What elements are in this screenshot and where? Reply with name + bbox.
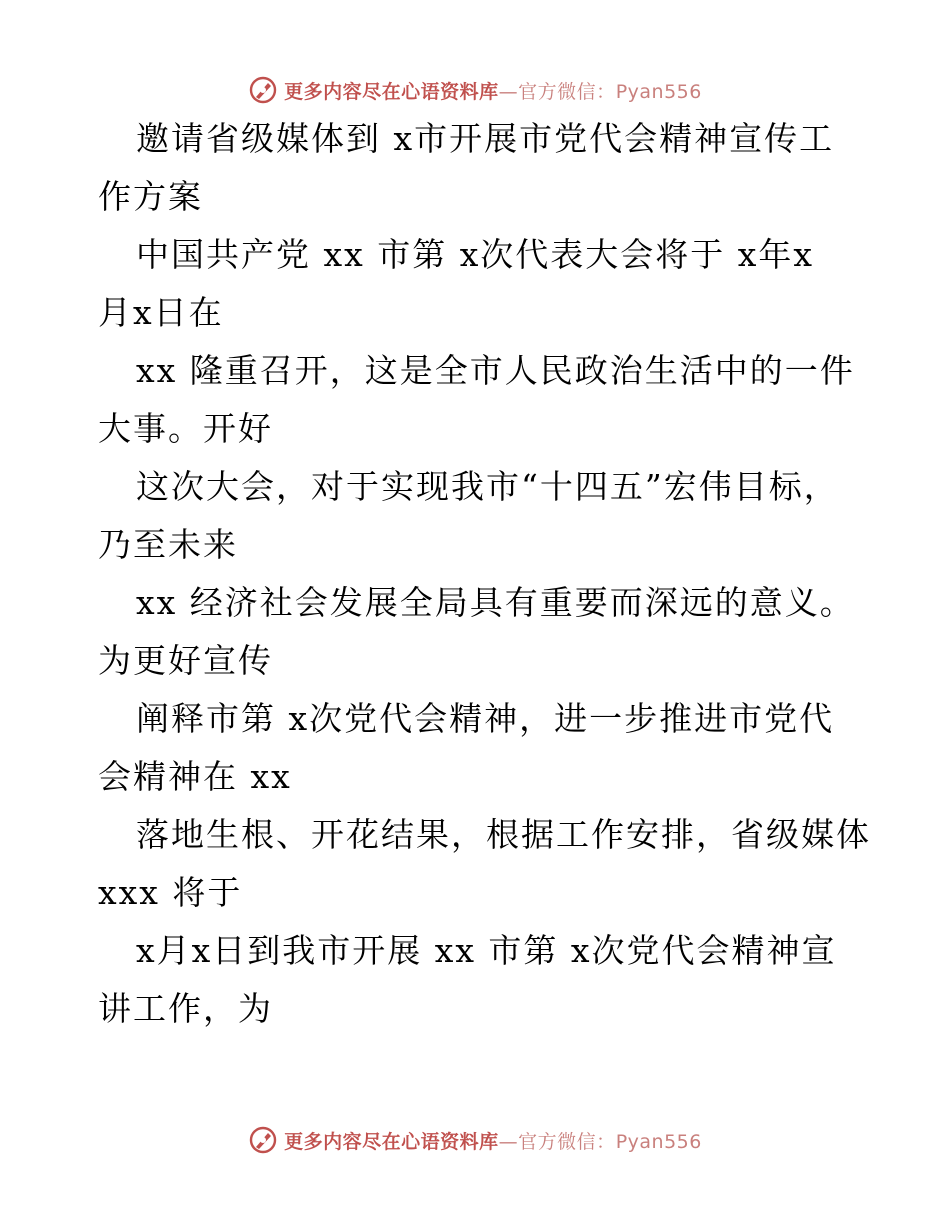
doc-line: 中国共产党 xx 市第 x次代表大会将于 x年x <box>136 235 815 274</box>
doc-line: 讲工作，为 <box>98 989 273 1028</box>
doc-line: 乃至未来 <box>98 525 238 564</box>
pen-circle-logo-icon <box>248 1125 278 1155</box>
doc-line: 大事。开好 <box>98 409 273 448</box>
pen-circle-logo-icon <box>248 75 278 105</box>
document-body <box>98 119 871 1050</box>
doc-line: 这次大会，对于实现我市“十四五”宏伟目标， <box>136 467 839 506</box>
watermark-main-text: 更多内容尽在心语资料库 <box>284 1130 499 1153</box>
doc-line: xx 隆重召开，这是全市人民政治生活中的一件 <box>136 351 855 390</box>
watermark-text <box>284 1127 702 1154</box>
doc-line: 邀请省级媒体到 x市开展市党代会精神宣传工 <box>136 119 835 158</box>
watermark-id-text: Pyan556 <box>615 1130 702 1153</box>
doc-line: 月x日在 <box>98 293 224 332</box>
watermark-separator-text: —官方微信： <box>498 1130 616 1153</box>
doc-line: x月x日到我市开展 xx 市第 x次党代会精神宣 <box>136 931 837 970</box>
header-watermark <box>0 70 950 110</box>
watermark-main-text: 更多内容尽在心语资料库 <box>284 80 499 103</box>
watermark-separator-text: —官方微信： <box>498 80 616 103</box>
footer-watermark <box>0 1120 950 1160</box>
doc-line: 会精神在 xx <box>98 757 292 796</box>
doc-line: 阐释市第 x次党代会精神，进一步推进市党代 <box>136 699 835 738</box>
watermark-id-text: Pyan556 <box>615 80 702 103</box>
doc-line: xx 经济社会发展全局具有重要而深远的意义。 <box>136 583 855 622</box>
doc-line: xxx 将于 <box>98 873 243 912</box>
doc-line: 落地生根、开花结果，根据工作安排，省级媒体 <box>136 815 871 854</box>
doc-line: 为更好宣传 <box>98 641 273 680</box>
watermark-text <box>284 77 702 104</box>
doc-line: 作方案 <box>98 177 203 216</box>
